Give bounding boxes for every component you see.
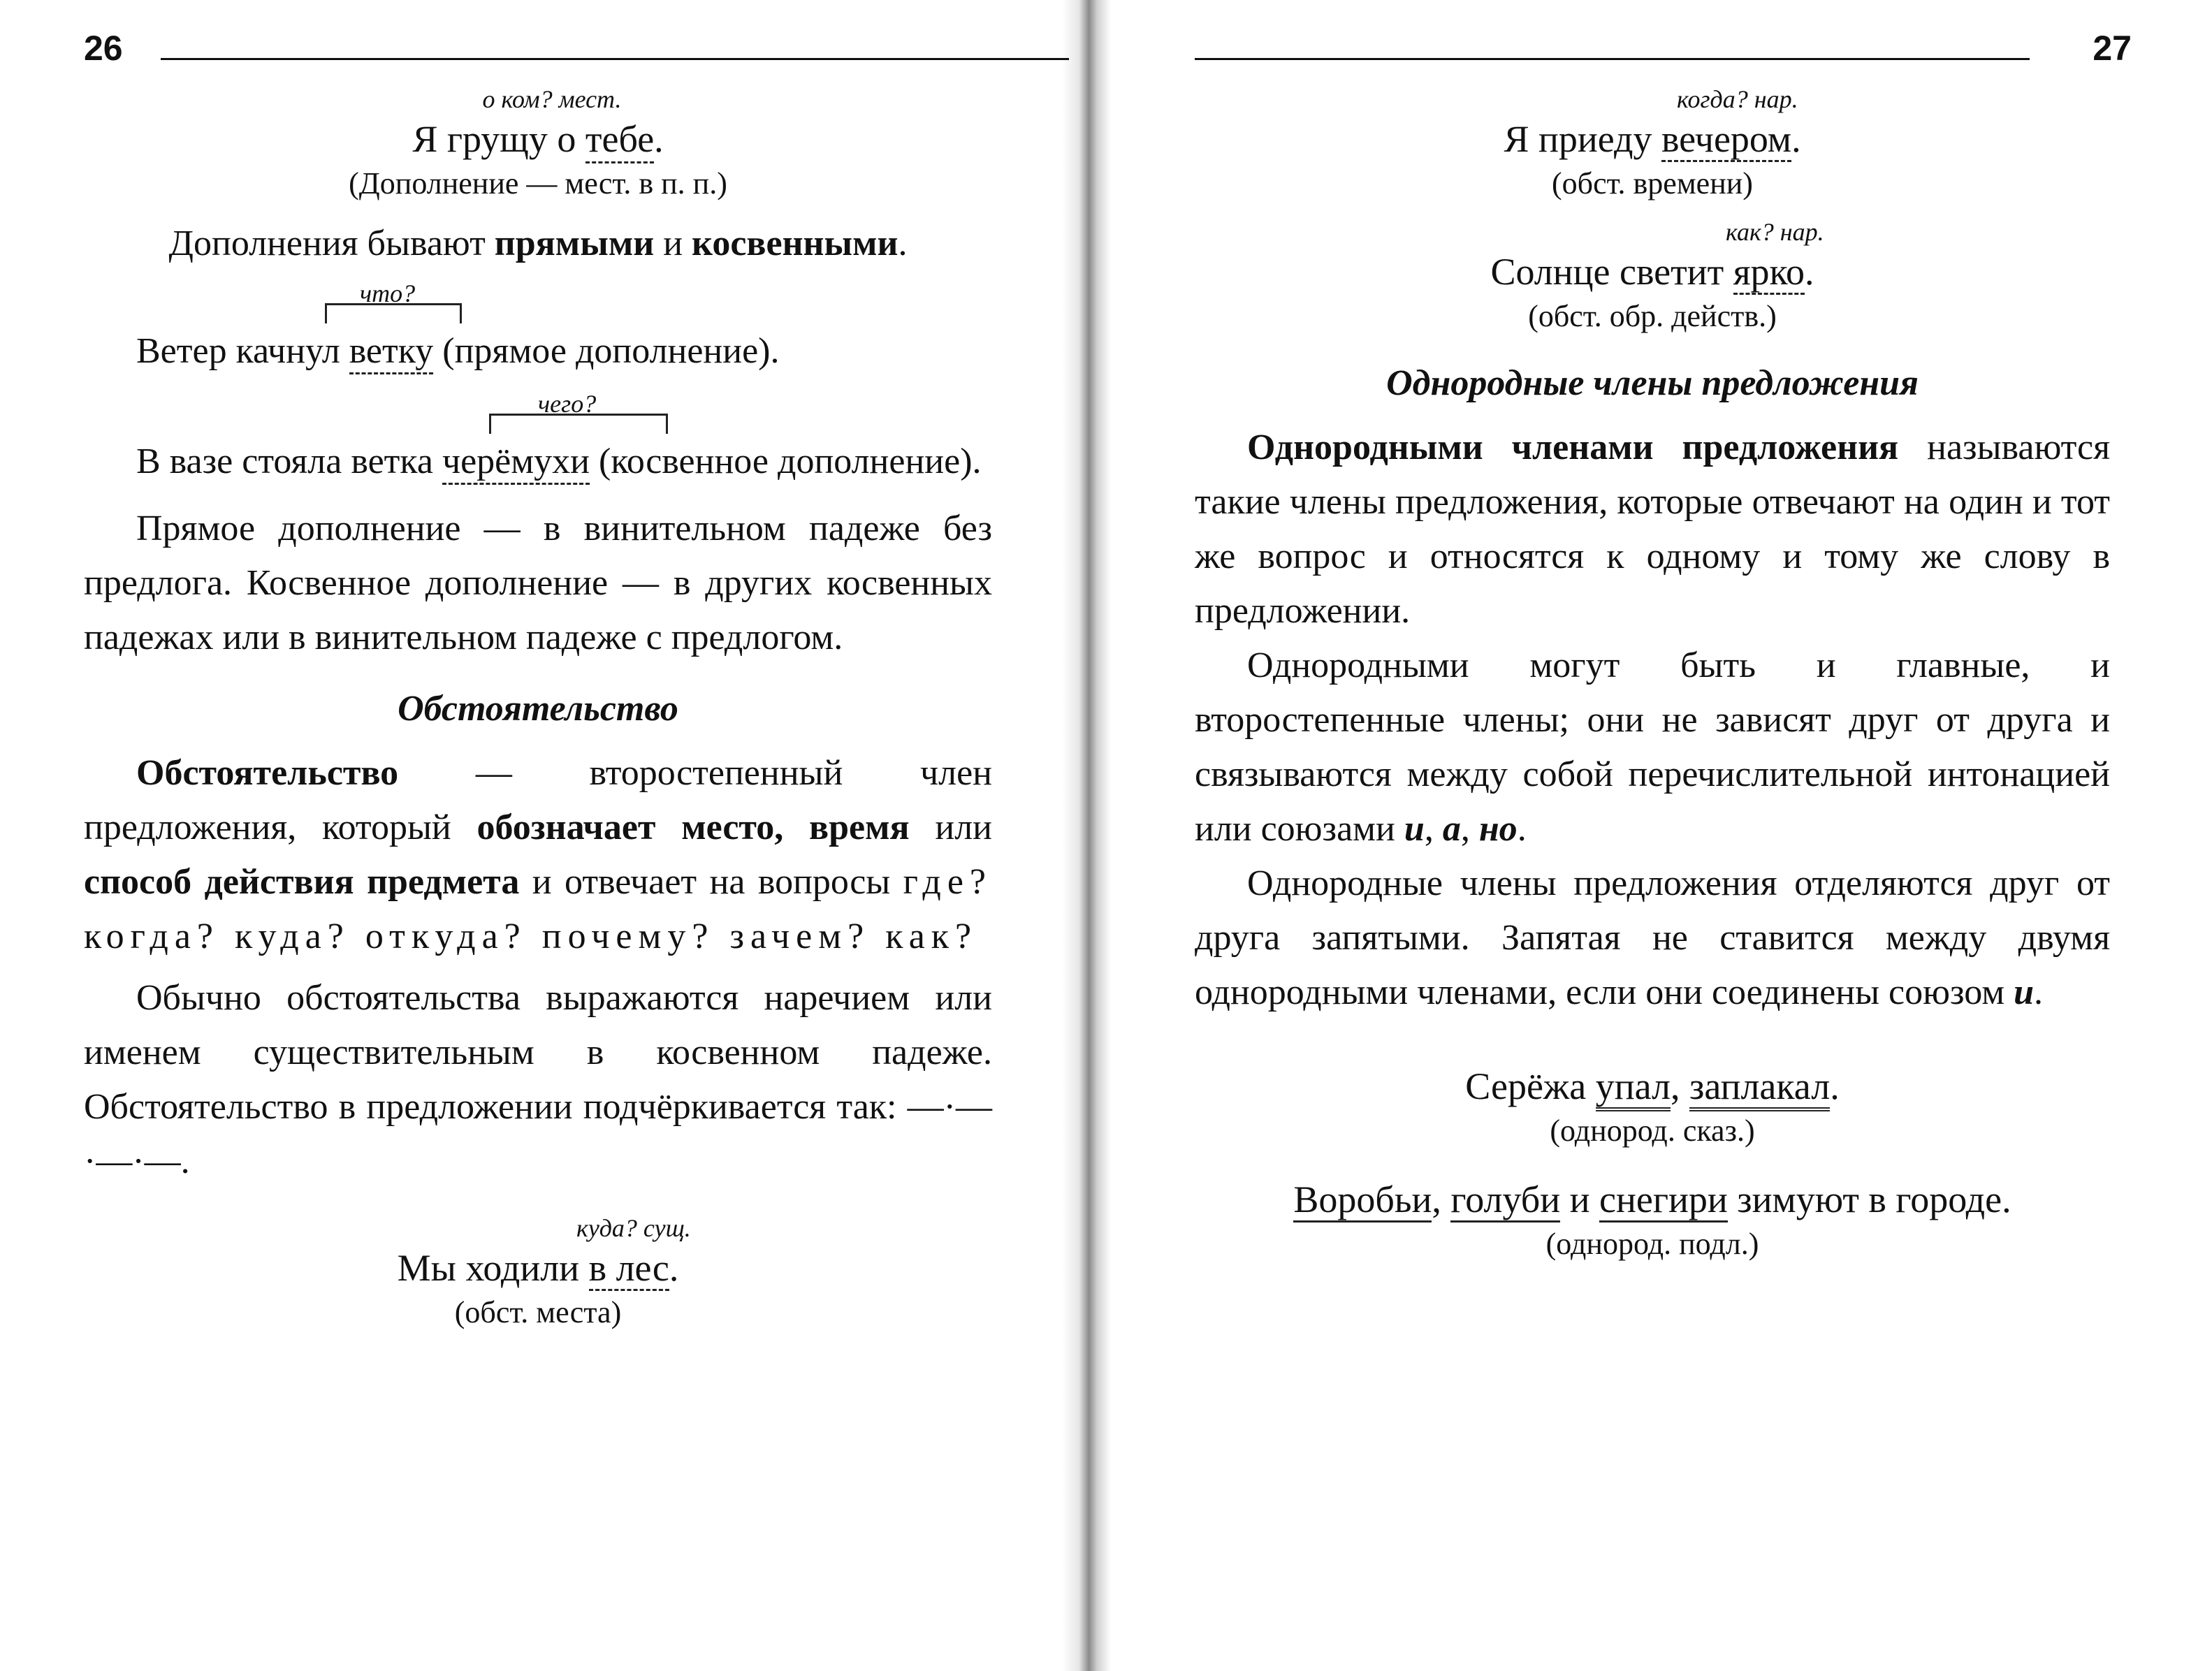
example-sentence: Ветер качнул ветку (прямое дополнение). <box>84 324 992 379</box>
predicate-underline: упал <box>1596 1065 1671 1111</box>
example-sentence: В вазе стояла ветка черёмухи (косвенное дополнение). <box>84 435 992 489</box>
example-sentence: Мы ходили в лес. <box>84 1243 992 1292</box>
example-sentence: Серёжа упал, заплакал. <box>1195 1062 2110 1111</box>
question-label: чего? <box>538 390 597 418</box>
paragraph: Обычно обстоятельства выражаются наречием или именем существительным в косвенном падеже. Обстоятельство в предложении подчёркивается так: —·—·—·—. <box>84 978 992 1181</box>
example-sentence: Солнце светит ярко. <box>1195 247 2110 296</box>
object-underline: тебе <box>585 118 654 163</box>
definition-paragraph: Обстоятельство — второстепенный член предложения, который обозначает место, время или способ действия предмета и отвечает на вопросы где? когда? куда? откуда? почему? зачем? как? <box>84 753 992 956</box>
definition-paragraph: Однородными членами предложения называются такие члены предложения, которые отвечают на один и тот же вопрос и относятся к одному и тому же слову в предложении. <box>1195 428 2110 631</box>
example-question-note: о ком? мест. <box>482 85 622 113</box>
subject-underline: снегири <box>1599 1179 1728 1223</box>
example-question-note: куда? сущ. <box>576 1214 691 1242</box>
example-caption: (однород. сказ.) <box>1550 1114 1755 1148</box>
paragraph: Дополнения бывают прямыми и косвенными. <box>168 224 908 263</box>
example-caption: (обст. места) <box>454 1295 622 1329</box>
paragraph: Однородные члены предложения отделяются друг от друга запятыми. Запятая не ставится между двумя однородными членами, если они соединены союзом и. <box>1195 863 2110 1012</box>
question-arrow <box>325 303 462 323</box>
paragraph: Прямое дополнение — в винительном падеже без предлога. Косвенное дополнение — в других косвенных падежах или в винительном падеже с предлогом. <box>84 509 992 657</box>
right-page-header <box>1195 28 2212 70</box>
question-arrow <box>489 414 668 434</box>
object-underline: черёмухи <box>442 442 590 485</box>
header-rule <box>1195 58 2030 60</box>
left-page-content <box>84 84 992 1333</box>
example-sentence: Я грущу о тебе. <box>84 115 992 163</box>
example-sentence: Воробьи, голуби и снегири зимуют в городе. <box>1195 1175 2110 1224</box>
left-page <box>0 0 1076 1671</box>
example-sentence: Я приеду вечером. <box>1195 115 2110 163</box>
page-number: 26 <box>84 29 123 68</box>
adverbial-mark: —·—·—·— <box>84 1087 992 1181</box>
adverbial-underline: в лес <box>589 1247 669 1291</box>
page-number: 27 <box>2093 29 2132 68</box>
object-underline: ветку <box>349 331 434 374</box>
adverbial-underline: ярко <box>1733 251 1805 295</box>
subject-underline: голуби <box>1450 1179 1560 1223</box>
header-rule <box>161 58 1069 60</box>
section-heading: Обстоятельство <box>398 689 678 729</box>
subject-underline: Воробьи <box>1293 1179 1432 1223</box>
predicate-underline: заплакал <box>1689 1065 1830 1111</box>
question-label: что? <box>360 279 416 307</box>
paragraph: Однородными могут быть и главные, и второстепенные члены; они не зависят друг от друга и связываются между собой перечислительной интонацией или союзами и, а, но. <box>1195 645 2110 849</box>
right-page-content <box>1195 84 2110 1264</box>
adverbial-underline: вечером <box>1661 118 1791 162</box>
section-heading: Однородные члены предложения <box>1386 363 1919 403</box>
example-caption: (Дополнение — мест. в п. п.) <box>349 166 727 200</box>
example-caption: (обст. времени) <box>1552 166 1753 200</box>
example-question-note: когда? нар. <box>1677 85 1798 113</box>
example-caption: (однород. подл.) <box>1545 1227 1759 1261</box>
left-page-header <box>84 28 1076 70</box>
right-page <box>1104 0 2212 1671</box>
example-question-note: как? нар. <box>1726 218 1824 246</box>
example-caption: (обст. обр. действ.) <box>1528 299 1777 333</box>
